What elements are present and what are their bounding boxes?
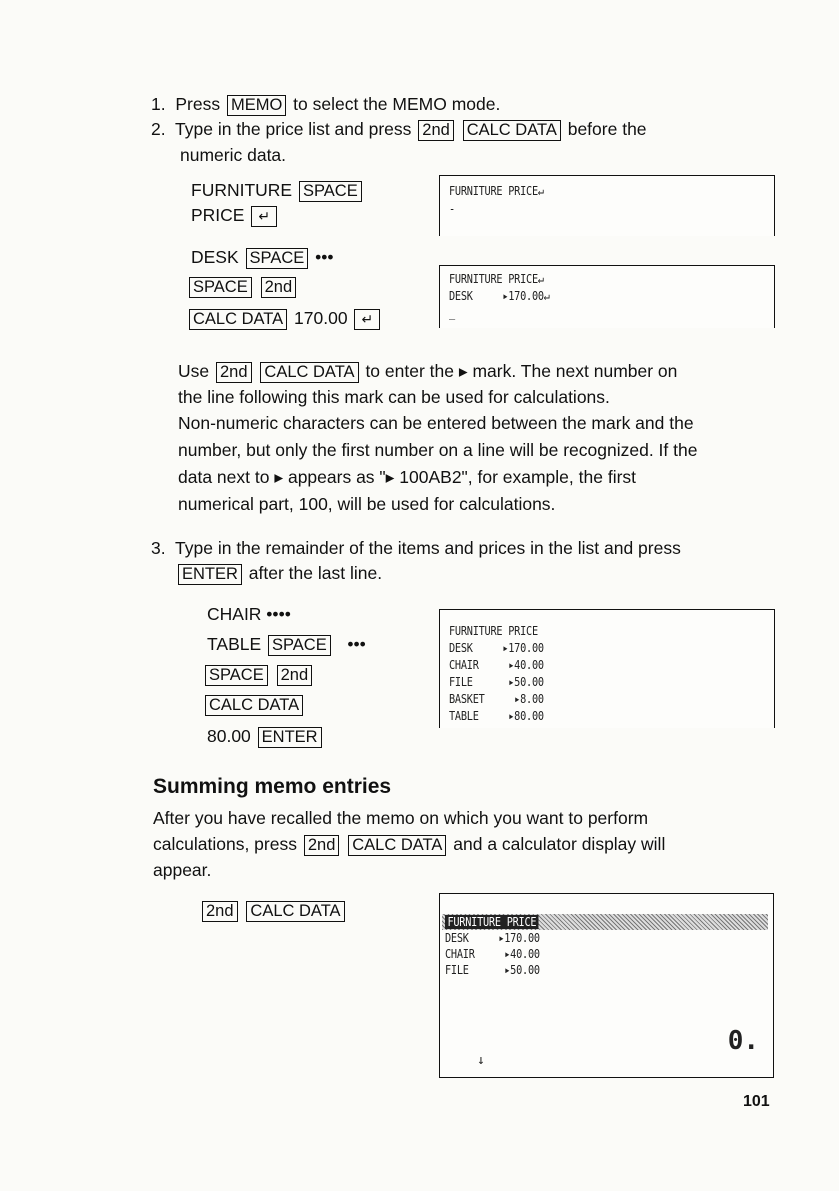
step-3: 3. Type in the remainder of the items and prices in the list and press (151, 538, 681, 558)
use-paragraph-line-5: data next to ▸ appears as "▸ 100AB2", for example, the first (178, 467, 637, 487)
lcd-display-1: FURNITURE PRICE↵ - (439, 175, 775, 236)
section-heading: Summing memo entries (153, 775, 392, 798)
example-2-line-a: DESK SPACE ••• (191, 247, 334, 267)
space-key: SPACE (268, 635, 331, 656)
section-line-2: calculations, press 2nd CALC DATA and a calculator display will (153, 834, 666, 854)
step-2: 2. Type in the price list and press 2nd CALC DATA before the (151, 119, 647, 139)
step-2-continued: numeric data. (180, 145, 287, 165)
calc-data-key: CALC DATA (246, 901, 344, 922)
calc-data-key: CALC DATA (189, 309, 287, 330)
2nd-key: 2nd (277, 665, 313, 686)
example-2-line-b (187, 274, 298, 298)
step-1: 1. Press MEMO to select the MEMO mode. (151, 94, 501, 114)
step-3-continued: ENTER after the last line. (176, 561, 382, 585)
space-key: SPACE (205, 665, 268, 686)
use-paragraph-line-3: Non-numeric characters can be entered between the mark and the (178, 413, 694, 433)
enter-key: ENTER (178, 564, 242, 585)
enter-key: ↵ (251, 206, 277, 227)
2nd-key: 2nd (202, 901, 238, 922)
section-line-1: After you have recalled the memo on which you want to perform (153, 808, 649, 828)
calc-data-key: CALC DATA (205, 695, 303, 716)
lcd-display-4: FURNITURE PRICE DESK ▸170.00 CHAIR ▸40.00 FILE ▸50.00 0. ↓ (439, 893, 774, 1078)
example-4-keys (200, 898, 347, 922)
space-key: SPACE (246, 248, 309, 269)
memo-key: MEMO (227, 95, 286, 116)
example-1-line-b: PRICE ↵ (191, 203, 279, 227)
calc-data-key: CALC DATA (348, 835, 446, 856)
use-paragraph-line-1: Use 2nd CALC DATA to enter the ▸ mark. The next number on (178, 361, 678, 381)
example-3-keys (203, 662, 314, 686)
use-paragraph-line-4: number, but only the first number on a line will be recognized. If the (178, 440, 698, 460)
enter-key: ENTER (258, 727, 322, 748)
2nd-key: 2nd (304, 835, 340, 856)
page-number: 101 (743, 1093, 770, 1110)
calc-data-key: CALC DATA (463, 120, 561, 141)
2nd-key: 2nd (216, 362, 252, 383)
2nd-key: 2nd (261, 277, 297, 298)
space-key: SPACE (299, 181, 362, 202)
scroll-down-arrow-icon: ↓ (477, 1053, 485, 1068)
lcd-display-2: FURNITURE PRICE↵ DESK ▸170.00↵ _ (439, 265, 775, 328)
lcd-display-3: FURNITURE PRICE DESK ▸170.00 CHAIR ▸40.00 FILE ▸50.00 BASKET ▸8.00 TABLE ▸80.00 (439, 609, 775, 728)
calculator-result: 0. (727, 1026, 759, 1056)
section-line-3: appear. (153, 860, 212, 880)
enter-key: ↵ (354, 309, 380, 330)
use-paragraph-line-2: the line following this mark can be used for calculations. (178, 387, 610, 407)
example-1-line-a: FURNITURE SPACE (191, 178, 364, 202)
example-2-line-c: CALC DATA 170.00 ↵ (187, 306, 382, 330)
2nd-key: 2nd (418, 120, 454, 141)
example-3-chair: CHAIR •••• (207, 604, 291, 624)
example-3-table: TABLE SPACE ••• (207, 634, 366, 654)
use-paragraph-line-6: numerical part, 100, will be used for calculations. (178, 494, 556, 514)
example-3-calc (203, 692, 305, 716)
example-3-value: 80.00 ENTER (207, 724, 324, 748)
space-key: SPACE (189, 277, 252, 298)
calc-data-key: CALC DATA (260, 362, 358, 383)
